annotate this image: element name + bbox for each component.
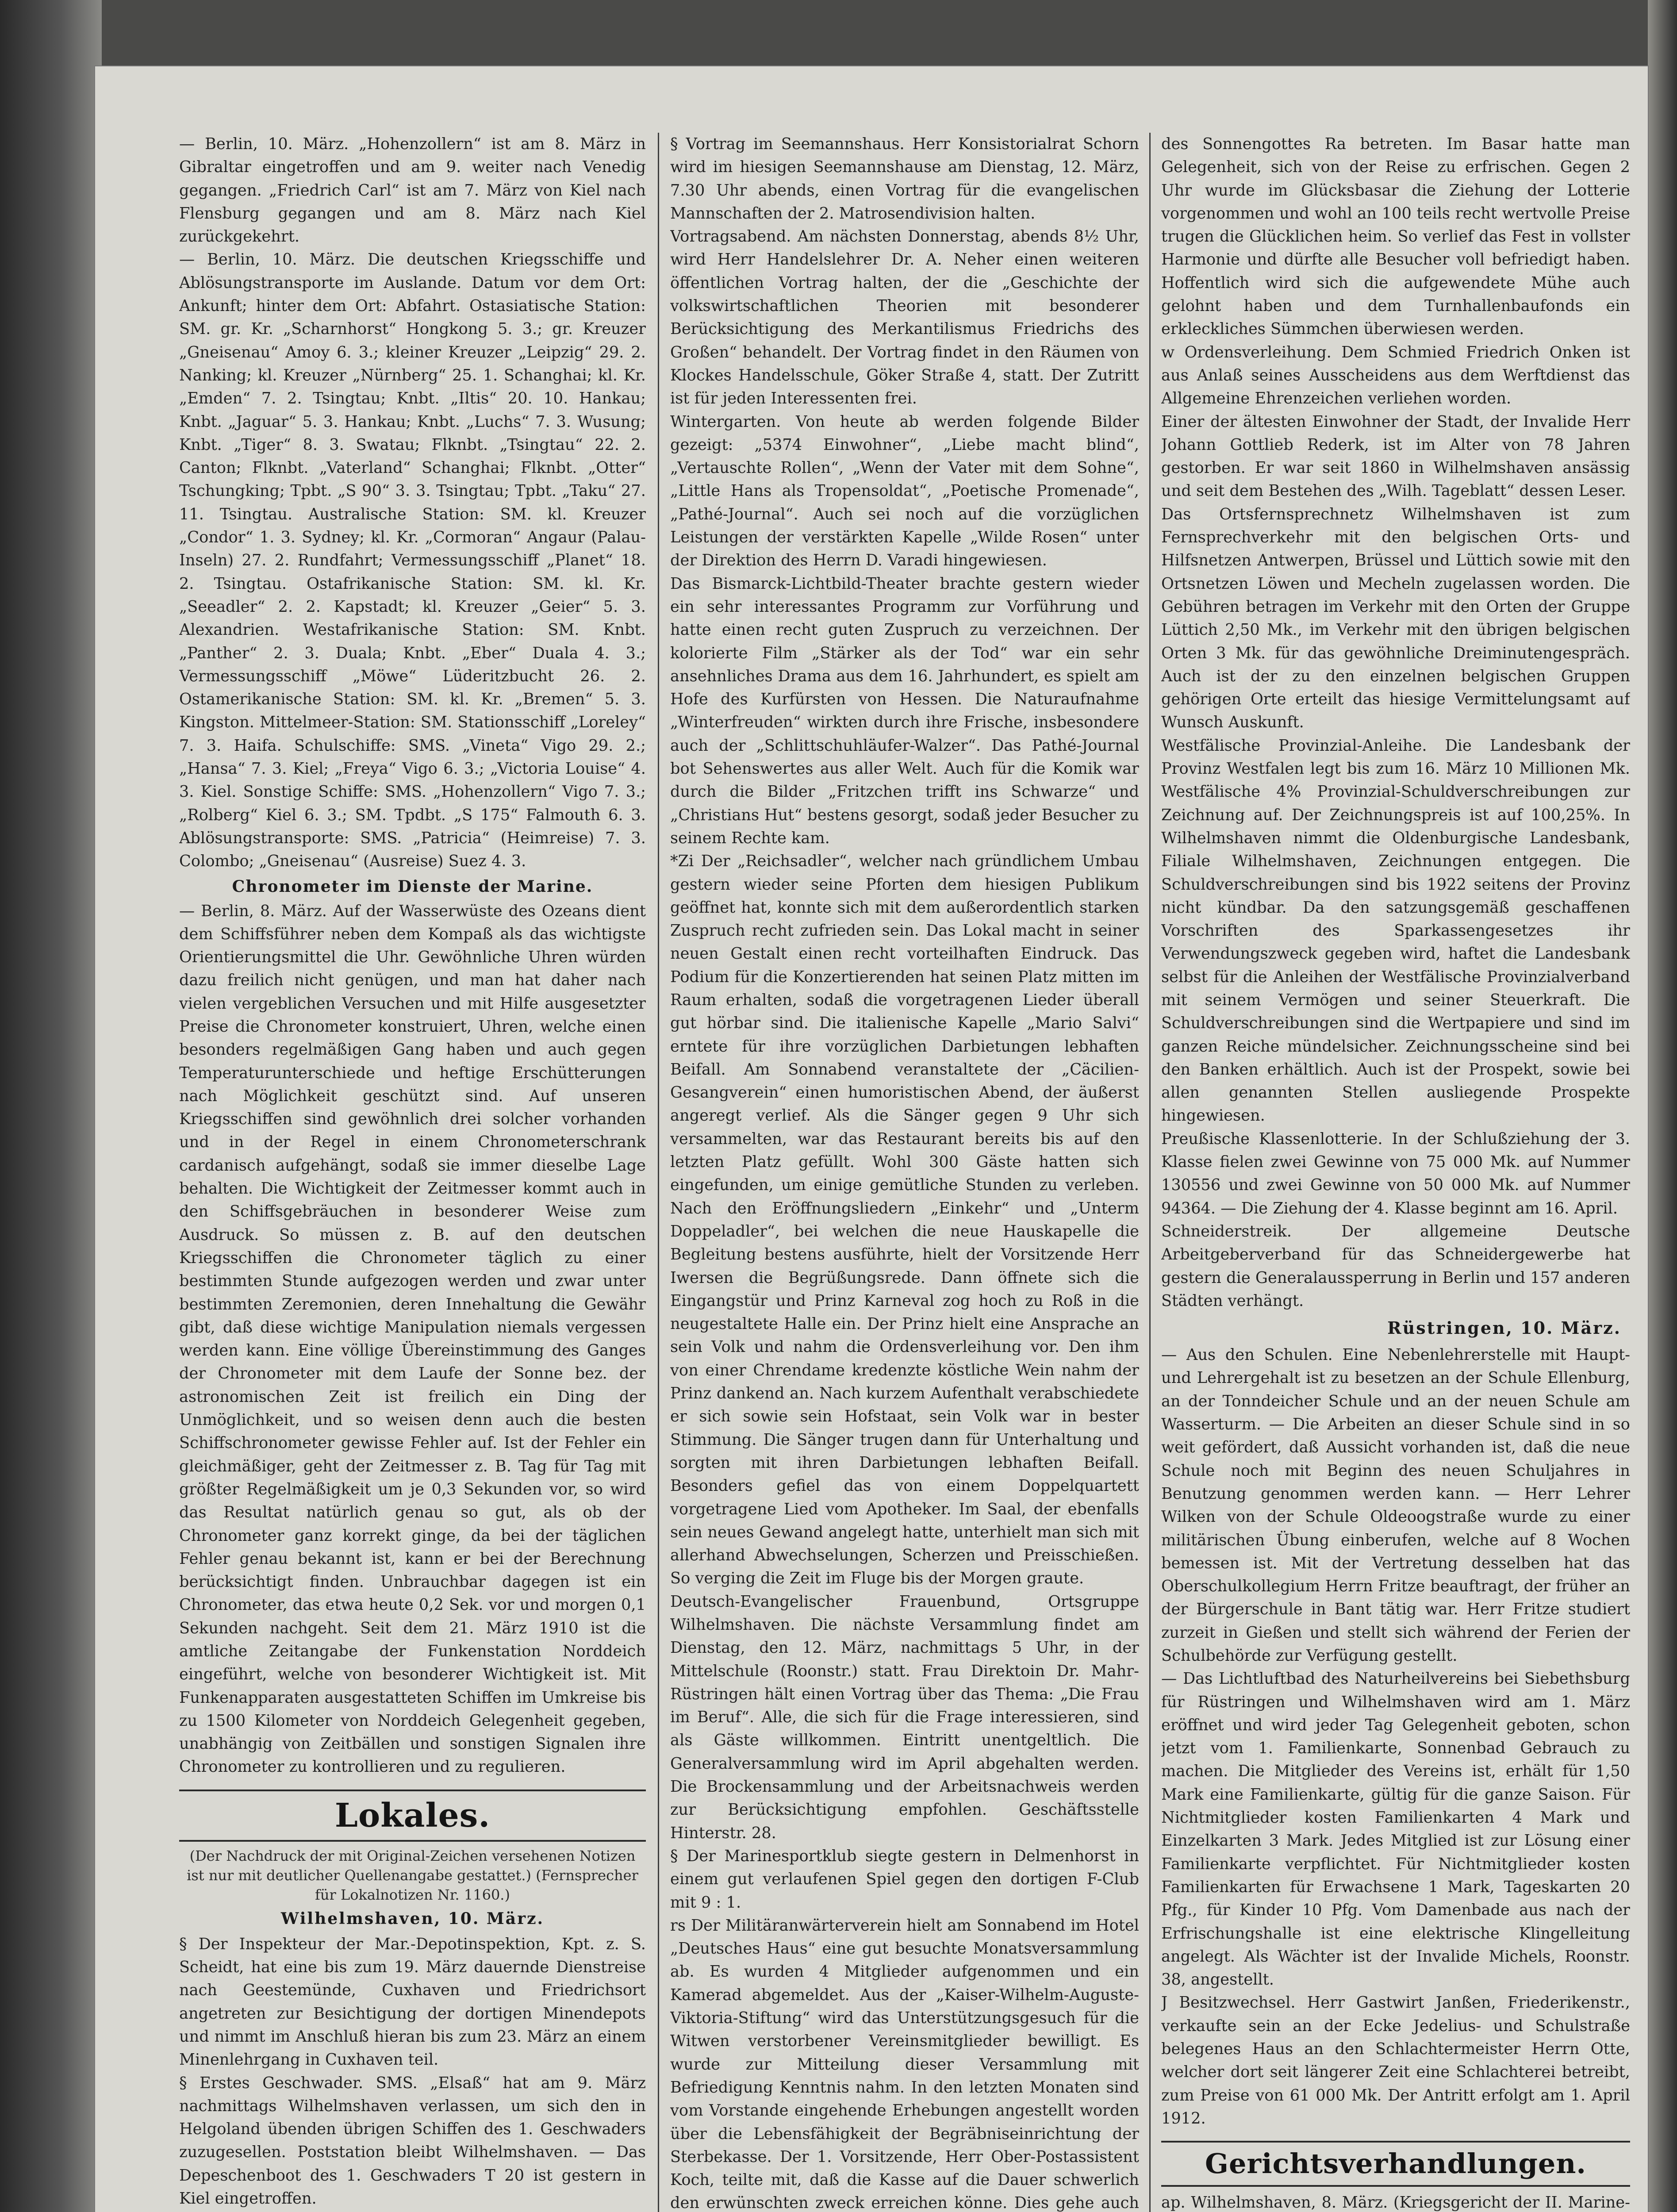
column-rule — [1149, 133, 1151, 2212]
article-chronometer: — Berlin, 8. März. Auf der Wasserwüste des Ozeans dient dem Schiffsführer neben dem Kompaß als das wichtigste Orientierungsmittel die Uhr. Gewöhnliche Uhren würden dazu freilich nicht genügen, und man hat daher nach vielen vergeblichen Versuchen und mit Hilfe ausgesetzter Preise die Chronometer konstruiert, Uhren, welche einen besonders regelmäßigen Gang haben und auch gegen Temperaturunterschiede und heftige Erschütterungen nach Möglichkeit geschützt sind. Auf unseren Kriegsschiffen sind gewöhnlich drei solcher vorhanden und in der Regel in einem Chronometerschrank cardanisch aufgehängt, sodaß sie immer dieselbe Lage behalten. Die Wichtigkeit der Zeitmesser kommt auch in den Schiffsgebräuchen in besonderer Weise zum Ausdruck. So müssen z. B. auf den deutschen Kriegsschiffen die Chronometer täglich zu einer bestimmten Stunde aufgezogen werden und zwar unter bestimmten Zeremonien, deren Innehaltung die Gewähr gibt, daß diese wichtige Manipulation niemals vergessen werden kann. Eine völlige Übereinstimmung des Ganges der Chronometer mit dem Laufe der Sonne bez. der astronomischen Zeit ist freilich ein Ding der Unmöglichkeit, und so weisen denn auch die besten Schiffschronometer gewisse Fehler auf. Ist der Fehler ein gleichmäßiger, geht der Zeitmesser z. B. Tag für Tag mit größter Regelmäßigkeit um je 0,3 Sekunden vor, so wird das Resultat natürlich genau so gut, als ob der Chronometer ganz korrekt ginge, da bei der täglichen Fehler genau bekannt ist, kann er bei der Berechnung berücksichtigt finden. Unbrauchbar dagegen ist ein Chronometer, das etwa heute 0,2 Sek. vor und morgen 0,1 Sekunden nachgeht. Seit dem 21. März 1910 ist die amtliche Zeitangabe der Funkenstation Norddeich eingeführt, welche von besonderer Wichtigkeit ist. Mit Funkenapparaten ausgestatteten Schiffen im Umkreise bis zu 1500 Kilometer von Norddeich Gelegenheit gegeben, unabhängig von Zeitbällen und sonstigen Signalen ihre Chronometer zu kontrollieren und zu regulieren. — [179, 902, 646, 1776]
column-3 — [1161, 133, 1630, 2212]
article-ordensverleihung: w Ordensverleihung. Dem Schmied Friedrich Onken ist aus Anlaß seines Ausscheidens aus dem Werftdienst das Allgemeine Ehrenzeichen verliehen worden. — [1161, 343, 1630, 408]
article-reservedivision — [179, 2210, 646, 2212]
dateline-ruestringen: Rüstringen, 10. März. — [1387, 1318, 1621, 1338]
article-besitzwechsel: J Besitzwechsel. Herr Gastwirt Janßen, Friederikenstr., verkaufte sein an der Ecke Jedelius- und Schulstraße belegenes Haus an den Schlachtermeister Herrn Otte, welcher dort seit längerer Zeit eine Schlachterei betreibt, zum Preise von 61 000 Mk. Der Antritt erfolgt am 1. April 1912. — [1161, 1993, 1630, 2128]
article-kriegsgericht: ap. Wilhelmshaven, 8. März. (Kriegsgericht der II. Marine- — [1161, 2193, 1630, 2212]
lokales-header — [179, 1790, 646, 1842]
article-vortragsabend: Vortragsabend. Am nächsten Donnerstag, abends 8½ Uhr, wird Herr Handelslehrer Dr. A. Neher einen weiteren öffentlichen Vortrag halten, der die „Geschichte der volkswirtschaftlichen Theorien mit besonderer Berücksichtigung des Merkantilismus Friedrichs des Großen“ behandelt. Der Vortrag findet in den Räumen von Klockes Handelsschule, Göker Straße 4, statt. Der Zutritt ist für jeden Interessenten frei. — [670, 227, 1139, 408]
article-schneiderstreik: Schneiderstreik. Der allgemeine Deutsche Arbeitgeberverband für das Schneidergewerbe hat gestern die Generalaussperrung in Berlin und 157 anderen Städten verhängt. — [1161, 1222, 1630, 1310]
article-schulen: — Aus den Schulen. Eine Nebenlehrerstelle mit Haupt- und Lehrergehalt ist zu besetzen an der Schule Ellenburg, an der Tonndeicher Schule und an der neuen Schule am Wasserturm. — Die Arbeiten an dieser Schule sind in so weit gefördert, daß Aussicht vorhanden ist, daß die neue Schule noch mit Beginn des neuen Schuljahres in Benutzung genommen werden kann. — Herr Lehrer Wilken von der Schule Oldeoogstraße wurde zu einer militärischen Übung einberufen, welche auf 8 Wochen bemessen ist. Mit der Vertretung desselben hat das Oberschulkollegium Herrn Fritze beauftragt, der früher an der Bürgerschule in Bant tätig war. Herr Fritze studiert zurzeit in Gießen und stellt sich während der Ferien der Schulbehörde zur Verfügung gestellt. — [1161, 1346, 1630, 1665]
article-kairo-continued: des Sonnengottes Ra betreten. Im Basar hatte man Gelegenheit, sich von der Reise zu erfrischen. Gegen 2 Uhr wurde im Glücksbasar die Ziehung der Lotterie vorgenommen und wohl an 100 teils recht wertvolle Preise trugen die Glücklichen heim. So verlief das Fest in vollster Harmonie und dürfte alle Besucher voll befriedigt haben. Hoffentlich wird sich die aufgewendete Mühe auch gelohnt haben und dem Turnhallenbaufonds ein erkleckliches Sümmchen überwiesen werden. — [1161, 135, 1630, 338]
chronometer-heading: Chronometer im Dienste der Marine. — [232, 877, 593, 896]
gericht-header — [1161, 2141, 1630, 2187]
article-wintergarten: Wintergarten. Von heute ab werden folgende Bilder gezeigt: „5374 Einwohner“, „Liebe macht blind“, „Vertauschte Rollen“, „Wenn der Vater mit dem Sohne“, „Little Hans als Tropensoldat“, „Poetische Promenade“, „Pathé-Journal“. Auch sei noch auf die vorzüglichen Leistungen der verstärkten Kapelle „Wilde Rosen“ unter der Direktion des Herrn D. Varadi hingewiesen. — [670, 412, 1139, 570]
book-binding — [0, 0, 102, 2212]
column-rule — [658, 133, 659, 2212]
gericht-title: Gerichtsverhandlungen. — [1205, 2147, 1586, 2180]
article-marinesportklub: § Der Marinesportklub siegte gestern in Delmenhorst in einem gut verlaufenen Spiel gegen den dortigen F-Club mit 9 : 1. — [670, 1847, 1139, 1912]
article-lichtluftbad: — Das Lichtluftbad des Naturheilvereins bei Siebethsburg für Rüstringen und Wilhelmshaven wird am 1. März eröffnet und wird jeder Tag Gelegenheit geboten, schon jetzt vom 1. Familienkarte, Sonnenbad Gebrauch zu machen. Die Mitglieder des Vereins ist, erhält für 1,50 Mark eine Familienkarte, gültig für die ganze Saison. Für Nichtmitglieder kosten Familienkarten 4 Mark und Einzelkarten 3 Mark. Jedes Mitglied ist zur Lösung einer Familienkarte verpflichtet. Für Nichtmitglieder kosten Familienkarten für Erwachsene 1 Mark, Tageskarten 20 Pfg., für Kinder 10 Pfg. Vom Damenbade aus nach der Erfrischungshalle ist eine elektrische Klingelleitung angelegt. Als Wächter ist der Invalide Michels, Roonstr. 38, angestellt. — [1161, 1670, 1630, 1989]
article-frauenbund: Deutsch-Evangelischer Frauenbund, Ortsgruppe Wilhelmshaven. Die nächste Versammlung findet am Dienstag, den 12. März, nachmittags 5 Uhr, in der Mittelschule (Roonstr.) statt. Frau Direktoin Dr. Mahr-Rüstringen hält einen Vortrag über das Thema: „Die Frau im Beruf“. Alle, die sich für die Frage interessieren, sind als Gäste willkommen. Eintritt unentgeltlich. Die Generalversammlung wird im April abgehalten werden. Die Brockensammlung und der Arbeitsnachweis werden zur Berücksichtigung empfohlen. Geschäftsstelle Hinterstr. 28. — [670, 1592, 1139, 1842]
article-provinzial-anleihe: Westfälische Provinzial-Anleihe. Die Landesbank der Provinz Westfalen legt bis zum 16. März 10 Millionen Mk. Westfälische 4% Provinzial-Schuldverschreibungen zur Zeichnung auf. Der Zeichnungspreis ist auf 100,25%. In Wilhelmshaven nimmt die Oldenburgische Landesbank, Filiale Wilhelmshaven, Zeichnungen entgegen. Die Schuldverschreibungen sind bis 1922 seitens der Provinz nicht kündbar. Da den satzungsgemäß geschaffenen Vorschriften des Sparkassengesetzes ihr Verwendungszweck gegeben wird, haftet die Landesbank selbst für die Anleihen der Westfälische Provinzialverband mit seinem Vermögen und seiner Steuerkraft. Die Schuldverschreibungen sind die Wertpapiere und sind im ganzen Reiche mündelsicher. Zeichnungsscheine sind bei den Banken erhältlich. Auch ist der Prospekt, sowie bei allen genannten Stellen ausliegende Prospekte hingewiesen. — [1161, 736, 1630, 1125]
article-klassenlotterie: Preußische Klassenlotterie. In der Schlußziehung der 3. Klasse fielen zwei Gewinne von 75 000 Mk. auf Nummer 130556 und zwei Gewinne von 50 000 Mk. auf Nummer 94364. — Die Ziehung der 4. Klasse beginnt am 16. April. — [1161, 1129, 1630, 1217]
newspaper-page — [95, 66, 1648, 2212]
article-seemannshaus: § Vortrag im Seemannshaus. Herr Konsistorialrat Schorn wird im hiesigen Seemannshause am Dienstag, 12. März, 7.30 Uhr abends, einen Vortrag für die evangelischen Mannschaften der 2. Matrosendivision halten. — [670, 135, 1139, 223]
article-hohenzollern: — Berlin, 10. März. „Hohenzollern“ ist am 8. März in Gibraltar eingetroffen und am 9. weiter nach Venedig gegangen. „Friedrich Carl“ ist am 7. März von Kiel nach Flensburg gegangen und am 8. März nach Kiel zurückgekehrt. — [179, 135, 646, 246]
lokales-title: Lokales. — [334, 1796, 491, 1835]
article-depotinspektion: § Der Inspekteur der Mar.-Depotinspektion, Kpt. z. S. Scheidt, hat eine bis zum 19. März dauernde Dienstreise nach Geestemünde, Cuxhaven und Friedrichsort angetreten zur Besichtigung der dortigen Minendepots und nimmt im Anschluß hieran bis zum 23. März an einem Minenlehrgang in Cuxhaven teil. — [179, 1935, 646, 2069]
article-bismarck-theater: Das Bismarck-Lichtbild-Theater brachte gestern wieder ein sehr interessantes Programm zur Vorführung und hatte einen recht guten Zuspruch zu verzeichnen. Der kolorierte Film „Stärker als der Tod“ war ein sehr ansehnliches Drama aus dem 16. Jahrhundert, es spielt am Hofe des Kurfürsten von Hessen. Die Naturaufnahme „Winterfreuden“ wirkten durch ihre Frische, insbesondere auch der „Schlittschuhläufer-Walzer“. Das Pathé-Journal bot Sehenswertes aus aller Welt. Auch für die Komik war durch die Bilder „Fritzchen trifft ins Schwarze“ und „Christians Hut“ bestens gesorgt, sodaß jeder Besucher zu seinem Rechte kam. — [670, 574, 1139, 847]
column-2 — [670, 133, 1139, 2212]
dateline-wilhelmshaven: Wilhelmshaven, 10. März. — [280, 1909, 545, 1928]
page-edge — [1648, 0, 1677, 2212]
lokales-note: (Der Nachdruck der mit Original-Zeichen versehenen Notizen ist nur mit deutlicher Quellenangabe gestattet.) (Fernsprecher für Lokalnotizen Nr. 1160.) — [187, 1847, 638, 1903]
article-erstes-geschwader: § Erstes Geschwader. SMS. „Elsaß“ hat am 9. März nachmittags Wilhelmshaven verlassen, um sich den in Helgoland übenden übrigen Schiffen des 1. Geschwaders zuzugesellen. Poststation bleibt Wilhelmshaven. — Das Depeschenboot des 1. Geschwaders T 20 ist gestern in Kiel eingetroffen. — [179, 2074, 646, 2208]
column-1 — [179, 133, 646, 2212]
article-militaeranwaerter: rs Der Militäranwärterverein hielt am Sonnabend im Hotel „Deutsches Haus“ eine gut besuchte Monatsversammlung ab. Es wurden 4 Mitglieder aufgenommen und ein Kamerad abgemeldet. Aus der „Kaiser-Wilhelm-Auguste-Viktoria-Stiftung“ wird das Unterstützungsgesuch für die Witwen verstorbener Vereinsmitglieder bewilligt. Es wurde zur Mitteilung dieser Versammlung mit Befriedigung Kenntnis nahm. In den letzten Monaten sind vom Vorstande eingehende Erhebungen angestellt worden über die Lebensfähigkeit der Begräbniseinrichtung der Sterbekasse. Der 1. Vorsitzende, Herr Ober-Postassistent Koch, teilte mit, daß die Kasse auf die Dauer schwerlich den erwünschten zweck erreichen könne. Dies gehe auch — [670, 1916, 1139, 2212]
article-aelteste-einwohner: Einer der ältesten Einwohner der Stadt, der Invalide Herr Johann Gottlieb Rederk, ist im Alter von 78 Jahren gestorben. Er war seit 1860 in Wilhelmshaven ansässig und seit dem Bestehen des „Wilh. Tageblatt“ dessen Leser. — [1161, 412, 1630, 500]
article-reichsadler: *Zi Der „Reichsadler“, welcher nach gründlichem Umbau gestern wieder seine Pforten dem hiesigen Publikum geöffnet hat, konnte sich mit dem außerordentlich starken Zuspruch recht zufrieden sein. Das Lokal macht in seiner neuen Gestalt einen recht vorteilhaften Eindruck. Das Podium für die Konzertierenden hat seinen Platz mitten im Raum erhalten, sodaß die vorgetragenen Lieder überall gut hörbar sind. Die italienische Kapelle „Mario Salvi“ erntete für ihre vorzüglichen Darbietungen lebhaften Beifall. Am Sonnabend veranstaltete der „Cäcilien-Gesangverein“ einen humoristischen Abend, der äußerst angeregt verlief. Als die Sänger gegen 9 Uhr sich versammelten, war das Restaurant bereits bis auf den letzten Platz gefüllt. Wohl 300 Gäste hatten sich eingefunden, um einige gemütliche Stunden zu verleben. Nach den Eröffnungsliedern „Einkehr“ und „Unterm Doppeladler“, bei welchen die neue Hauskapelle die Begleitung bestens ausführte, hielt der Vorsitzende Herr Iwersen die Begrüßungsrede. Dann öffnete sich die Eingangstür und Prinz Karneval zog hoch zu Roß in die neugestaltete Halle ein. Der Prinz hielt eine Ansprache an sein Volk und nahm die Ordensverleihung vor. Den ihm von einer Chrendame kredenzte köstliche Wein nahm der Prinz dankend an. Nach kurzem Aufenthalt verabschiedete er sich sowie sein Hofstaat, sein Volk war in bester Stimmung. Die Sänger trugen dann für Unterhaltung und sorgten mit ihren Darbietungen lebhaften Beifall. Besonders gefiel das von einem Doppelquartett vorgetragene Lied vom Apotheker. Im Saal, der ebenfalls sein neues Gewand angelegt hatte, unterhielt man sich mit allerhand Abwechselungen, Scherzen und Preisschießen. So verging die Zeit im Fluge bis der Morgen graute. — [670, 852, 1139, 1588]
article-kriegsschiffe: — Berlin, 10. März. Die deutschen Kriegsschiffe und Ablösungstransporte im Auslande. Datum vor dem Ort: Ankunft; hinter dem Ort: Abfahrt. Ostasiatische Station: SM. gr. Kr. „Scharnhorst“ Hongkong 5. 3.; gr. Kreuzer „Gneisenau“ Amoy 6. 3.; kleiner Kreuzer „Leipzig“ 29. 2. Nanking; kl. Kreuzer „Nürnberg“ 25. 1. Schanghai; kl. Kr. „Emden“ 7. 2. Tsingtau; Knbt. „Iltis“ 20. 10. Hankau; Knbt. „Jaguar“ 5. 3. Hankau; Knbt. „Luchs“ 7. 3. Wusung; Knbt. „Tiger“ 8. 3. Swatau; Flknbt. „Tsingtau“ 22. 2. Canton; Flknbt. „Vaterland“ Schanghai; Flknbt. „Otter“ Tschungking; Tpbt. „S 90“ 3. 3. Tsingtau; Tpbt. „Taku“ 27. 11. Tsingtau. Australische Station: SM. kl. Kreuzer „Condor“ 1. 3. Sydney; kl. Kr. „Cormoran“ Angaur (Palau-Inseln) 27. 2. Rundfahrt; Vermessungsschiff „Planet“ 18. 2. Tsingtau. Ostafrikanische Station: SM. kl. Kr. „Seeadler“ 2. 2. Kapstadt; kl. Kreuzer „Geier“ 5. 3. Alexandrien. Westafrikanische Station: SM. Knbt. „Panther“ 2. 3. Duala; Knbt. „Eber“ Duala 4. 3.; Vermessungsschiff „Möwe“ Lüderitzbucht 26. 2. Ostamerikanische Station: SM. kl. Kr. „Bremen“ 5. 3. Kingston. Mittelmeer-Station: SM. Stationsschiff „Loreley“ 7. 3. Haifa. Schulschiffe: SMS. „Vineta“ Vigo 29. 2.; „Hansa“ 7. 3. Kiel; „Freya“ Vigo 6. 3.; „Victoria Louise“ 4. 3. Kiel. Sonstige Schiffe: SMS. „Hohenzollern“ Vigo 7. 3.; „Rolberg“ Kiel 6. 3.; SM. Tpdbt. „S 175“ Falmouth 6. 3. Ablösungstransporte: SMS. „Patricia“ (Heimreise) 7. 3. Colombo; „Gneisenau“ (Ausreise) Suez 4. 3. — [179, 250, 646, 871]
article-ortsfernsprechnetz: Das Ortsfernsprechnetz Wilhelmshaven ist zum Fernsprechverkehr mit den belgischen Orts- und Hilfsnetzen Antwerpen, Brüssel und Lüttich sowie mit den Ortsnetzen Löwen und Mecheln zugelassen worden. Die Gebühren betragen im Verkehr mit den Orten der Gruppe Lüttich 2,50 Mk., im Verkehr mit den übrigen belgischen Orten 3 Mk. für das gewöhnliche Dreiminutengespräch. Auch ist der zu den einzelnen belgischen Gruppen gehörigen Orte erteilt das hiesige Vermittelungsamt auf Wunsch Auskunft. — [1161, 505, 1630, 732]
